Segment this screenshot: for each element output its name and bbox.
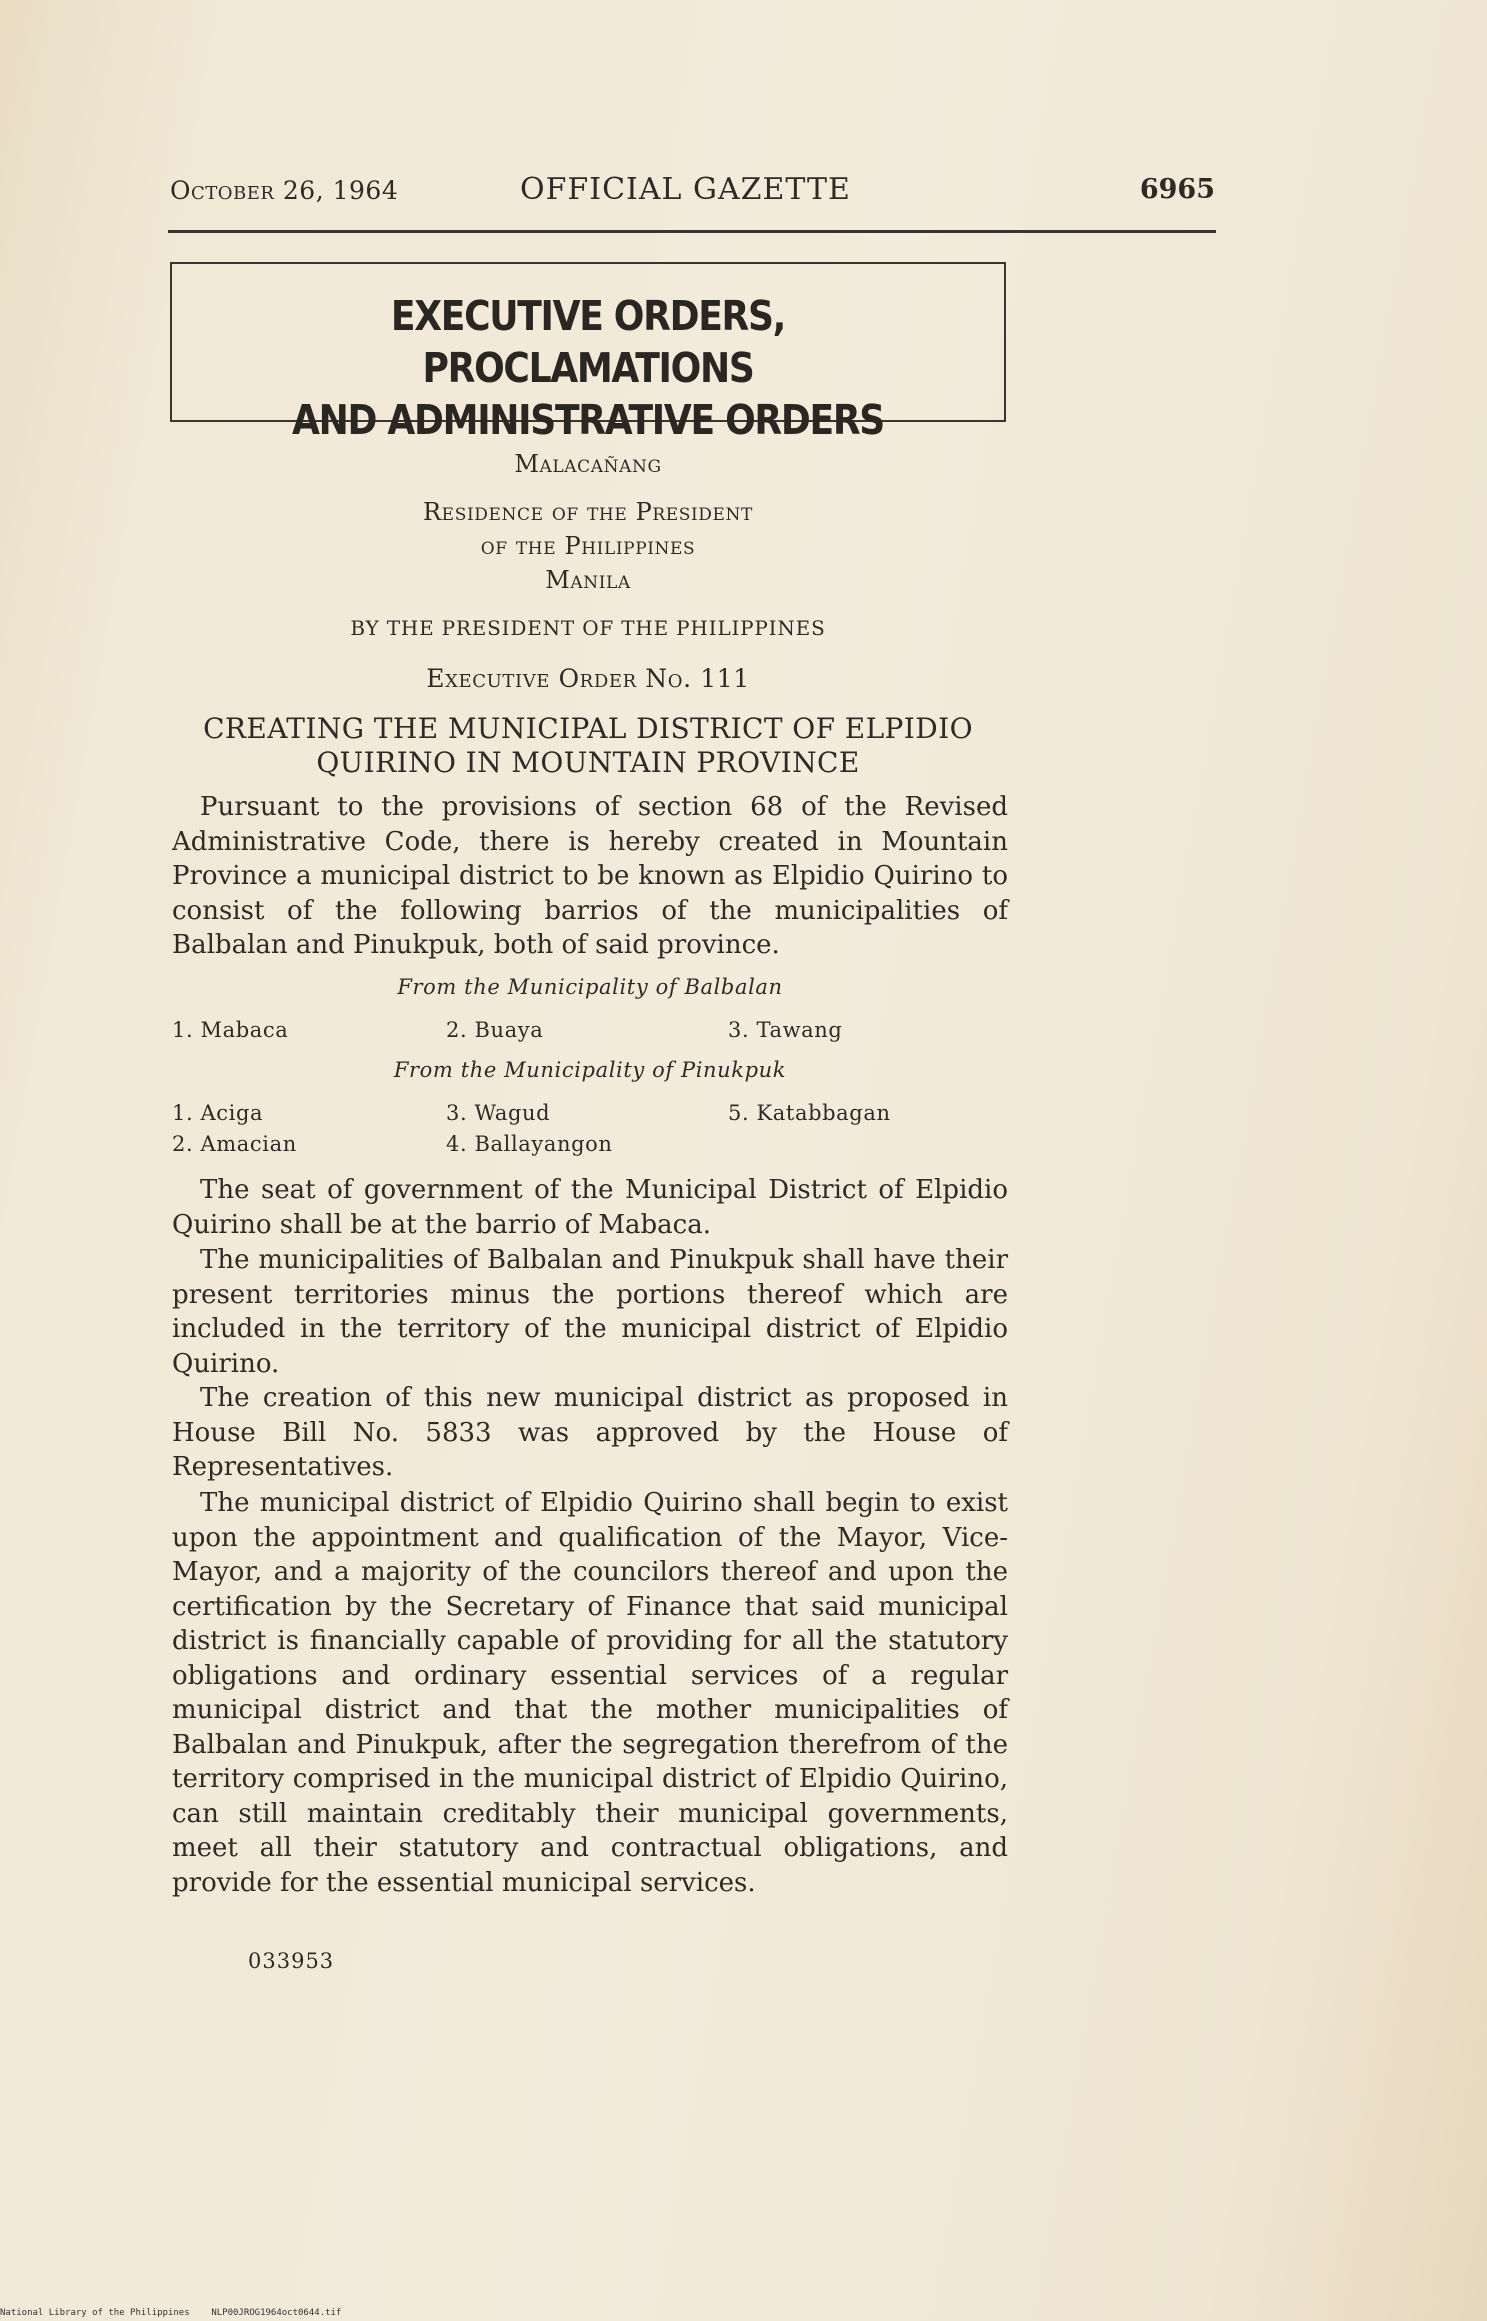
issue-date: October 26, 1964 bbox=[170, 176, 399, 205]
barrio-item: 1. Mabaca bbox=[172, 1018, 289, 1042]
barrio-item: 2. Amacian bbox=[172, 1132, 297, 1156]
paragraph-creation: Pursuant to the provisions of section 68 of the Revised Administrative Code, there is hereby created in Mountain Province a municipal district to be known as Elpidio Quirino to consist of the following barrios of the municipalities of Balbalan and Pinukpuk, both of said province. bbox=[172, 792, 1008, 960]
section-title-line-1: EXECUTIVE ORDERS, PROCLAMATIONS bbox=[390, 292, 786, 392]
order-title-line-1: CREATING THE MUNICIPAL DISTRICT OF ELPIDIO bbox=[203, 712, 973, 745]
scan-footer: National Library of the Philippines NLP00JROG1964oct0644.tif bbox=[0, 2308, 342, 2318]
barrio-item: 5. Katabbagan bbox=[728, 1101, 891, 1125]
paragraph-territories: The municipalities of Balbalan and Pinukpuk shall have their present territories minus the portions thereof which are included in the territory of the municipal district of Elpidio Quirino. bbox=[172, 1245, 1008, 1379]
order-title-line-2: QUIRINO IN MOUNTAIN PROVINCE bbox=[316, 746, 860, 779]
running-header bbox=[170, 172, 1215, 216]
publication-title: OFFICIAL GAZETTE bbox=[520, 172, 851, 207]
barrio-item: 3. Wagud bbox=[446, 1101, 551, 1125]
pinukpuk-subheading: From the Municipality of Pinukpuk bbox=[393, 1058, 787, 1082]
barrio-item: 1. Aciga bbox=[172, 1101, 264, 1125]
paragraph-seat-of-government: The seat of government of the Municipal District of Elpidio Quirino shall be at the barrio of Mabaca. bbox=[172, 1175, 1008, 1240]
document-code: 033953 bbox=[248, 1949, 335, 1973]
section-title-line-2: AND ADMINISTRATIVE ORDERS bbox=[292, 396, 884, 444]
paragraph-house-bill: The creation of this new municipal district as proposed in House Bill No. 5833 was approved by the House of Representatives. bbox=[172, 1383, 1008, 1482]
residence-line-1: Residence of the President bbox=[423, 498, 753, 526]
barrio-item: 4. Ballayangon bbox=[446, 1132, 613, 1156]
page-number: 6965 bbox=[1139, 174, 1215, 205]
by-the-president-line: BY THE PRESIDENT OF THE PHILIPPINES bbox=[350, 616, 826, 640]
executive-order-number: Executive Order No. 111 bbox=[426, 664, 750, 693]
section-title bbox=[222, 290, 954, 446]
barrio-item: 3. Tawang bbox=[728, 1018, 843, 1042]
residence-line-2: of the Philippines bbox=[480, 532, 696, 560]
barrio-item: 2. Buaya bbox=[446, 1018, 544, 1042]
balbalan-subheading: From the Municipality of Balbalan bbox=[397, 975, 783, 999]
paragraph-existence-conditions: The municipal district of Elpidio Quirino shall begin to exist upon the appointment and qualification of the Mayor, Vice-Mayor, and a majority of the councilors thereof and upon the certification by the Secretary of Finance that said municipal district is financially capable of providing for all the statutory obligations and ordinary essential services of a regular municipal district and that the mother municipalities of Balbalan and Pinukpuk, after the segregation therefrom of the territory comprised in the municipal district of Elpidio Quirino, can still maintain creditably their municipal governments, meet all their statutory and contractual obligations, and provide for the essential municipal services. bbox=[172, 1488, 1008, 1898]
header-rule bbox=[168, 230, 1216, 233]
place-heading: Malacañang bbox=[514, 450, 662, 478]
section-title-box bbox=[170, 262, 1006, 444]
city-heading: Manila bbox=[545, 566, 631, 594]
